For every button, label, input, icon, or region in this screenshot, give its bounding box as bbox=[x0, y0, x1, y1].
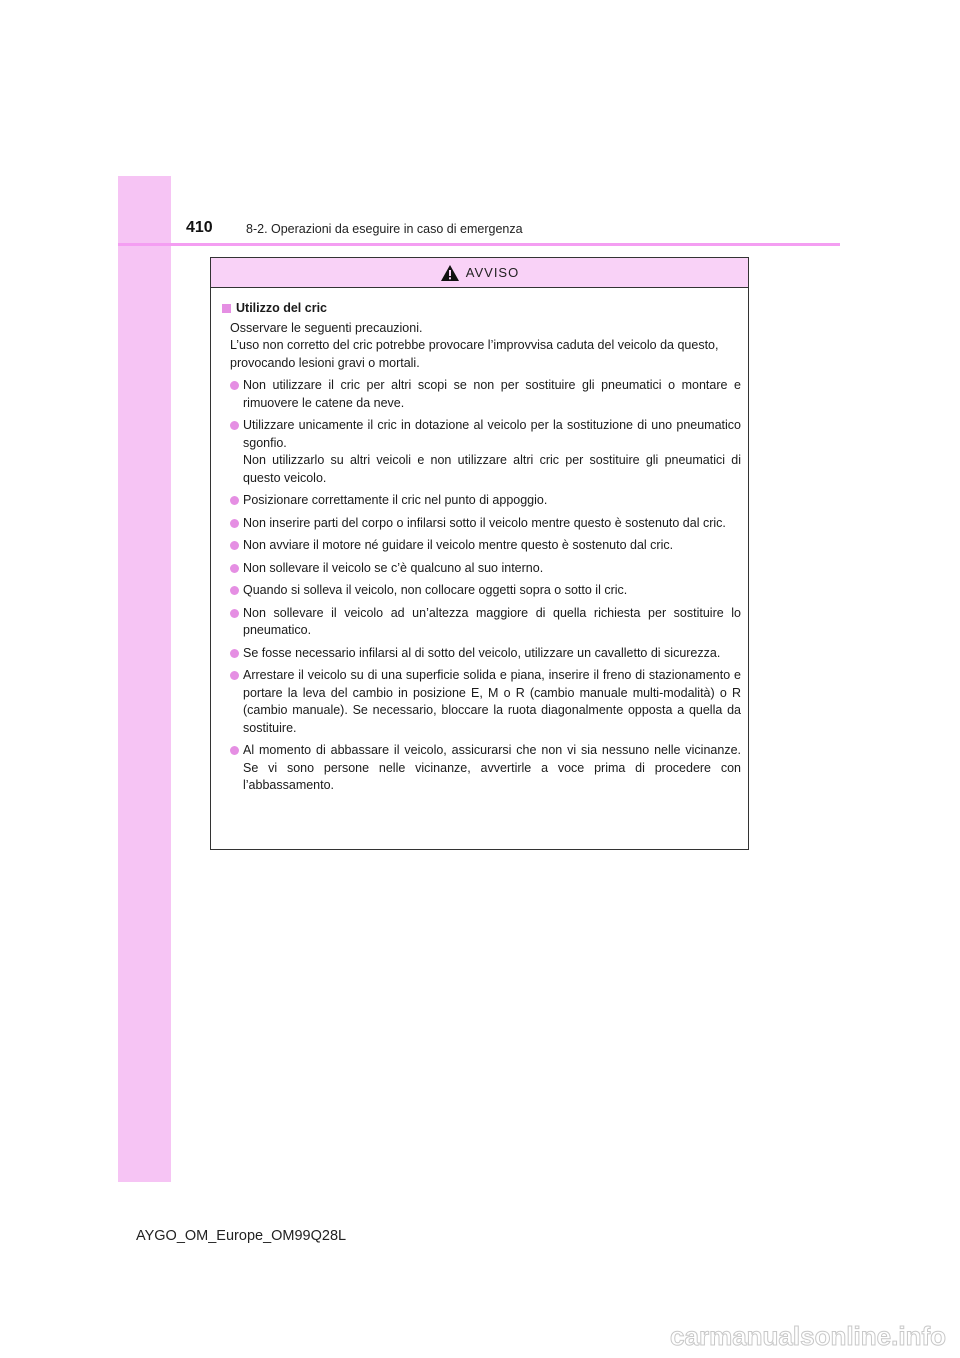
warning-triangle-icon bbox=[440, 264, 460, 282]
list-item bbox=[222, 417, 741, 487]
bullet-dot-icon bbox=[230, 519, 239, 528]
list-item-text: Quando si solleva il veicolo, non collocare oggetti sopra o sotto il cric. bbox=[243, 583, 628, 597]
warning-header bbox=[211, 258, 748, 288]
bullet-dot-icon bbox=[230, 609, 239, 618]
page-number: 410 bbox=[186, 219, 213, 236]
list-item-text: Utilizzare unicamente il cric in dotazione al veicolo per la sostituzione di uno pneumatico sgonfio. Non utilizzarlo su altri veicoli e non utilizzare altri cric per sostituire gli pneumatici di questo veicolo. bbox=[243, 418, 741, 485]
list-item-text: Posizionare correttamente il cric nel punto di appoggio. bbox=[243, 493, 548, 507]
bullet-dot-icon bbox=[230, 671, 239, 680]
list-item bbox=[222, 537, 741, 555]
list-item bbox=[222, 492, 741, 510]
bullet-dot-icon bbox=[230, 381, 239, 390]
warning-subheading bbox=[222, 300, 741, 318]
warning-body bbox=[211, 288, 748, 795]
list-item bbox=[222, 377, 741, 412]
list-item-text: Al momento di abbassare il veicolo, assicurarsi che non vi sia nessuno nelle vicinanze. Se vi sono persone nelle vicinanze, avvertirle a voce prima di procedere con l’abbassamento. bbox=[243, 743, 741, 792]
bullet-dot-icon bbox=[230, 541, 239, 550]
list-item-text: Arrestare il veicolo su di una superficie solida e piana, inserire il freno di stazionamento e portare la leva del cambio in posizione E, M o R (cambio manuale multi-modalità) o R (cambio manuale). Se necessario, bloccare la ruota diagonalmente opposta a quella da sostituire. bbox=[243, 668, 741, 735]
section-title: 8-2. Operazioni da eseguire in caso di emergenza bbox=[246, 222, 523, 236]
list-item-text: Non sollevare il veicolo se c’è qualcuno al suo interno. bbox=[243, 560, 544, 575]
chapter-side-strip bbox=[118, 176, 171, 1182]
square-bullet-icon bbox=[222, 304, 231, 313]
warning-label: AVVISO bbox=[465, 265, 520, 280]
list-item bbox=[222, 605, 741, 640]
list-item bbox=[222, 582, 741, 600]
list-item bbox=[222, 560, 741, 578]
warning-box bbox=[210, 257, 749, 850]
bullet-dot-icon bbox=[230, 649, 239, 658]
list-item-text: Non avviare il motore né guidare il veicolo mentre questo è sostenuto dal cric. bbox=[243, 538, 674, 552]
watermark-text: carmanualsonline.info bbox=[670, 1321, 946, 1351]
bullet-dot-icon bbox=[230, 586, 239, 595]
warning-intro: Osservare le seguenti precauzioni. L’uso non corretto del cric potrebbe provocare l’improvvisa caduta del veicolo da questo, provocando lesioni gravi o mortali. bbox=[230, 320, 719, 370]
bullet-dot-icon bbox=[230, 496, 239, 505]
list-item-text: Non utilizzare il cric per altri scopi se non per sostituire gli pneumatici o montare e rimuovere le catene da neve. bbox=[243, 378, 741, 410]
list-item-text: Se fosse necessario infilarsi al di sotto del veicolo, utilizzare un cavalletto di sicurezza. bbox=[243, 645, 721, 660]
warning-subheading-text: Utilizzo del cric bbox=[236, 301, 327, 315]
list-item bbox=[222, 742, 741, 795]
list-item-text: Non sollevare il veicolo ad un’altezza maggiore di quella richiesta per sostituire lo pneumatico. bbox=[243, 605, 741, 637]
bullet-dot-icon bbox=[230, 746, 239, 755]
warning-list bbox=[222, 377, 741, 795]
header-rule bbox=[118, 243, 840, 246]
list-item bbox=[222, 667, 741, 737]
watermark-logo bbox=[618, 1318, 948, 1354]
list-item bbox=[222, 515, 741, 533]
list-item-text: Non inserire parti del corpo o infilarsi sotto il veicolo mentre questo è sostenuto dal cric. bbox=[243, 515, 726, 530]
bullet-dot-icon bbox=[230, 564, 239, 573]
document-code: AYGO_OM_Europe_OM99Q28L bbox=[136, 1228, 347, 1244]
list-item bbox=[222, 645, 741, 663]
bullet-dot-icon bbox=[230, 421, 239, 430]
